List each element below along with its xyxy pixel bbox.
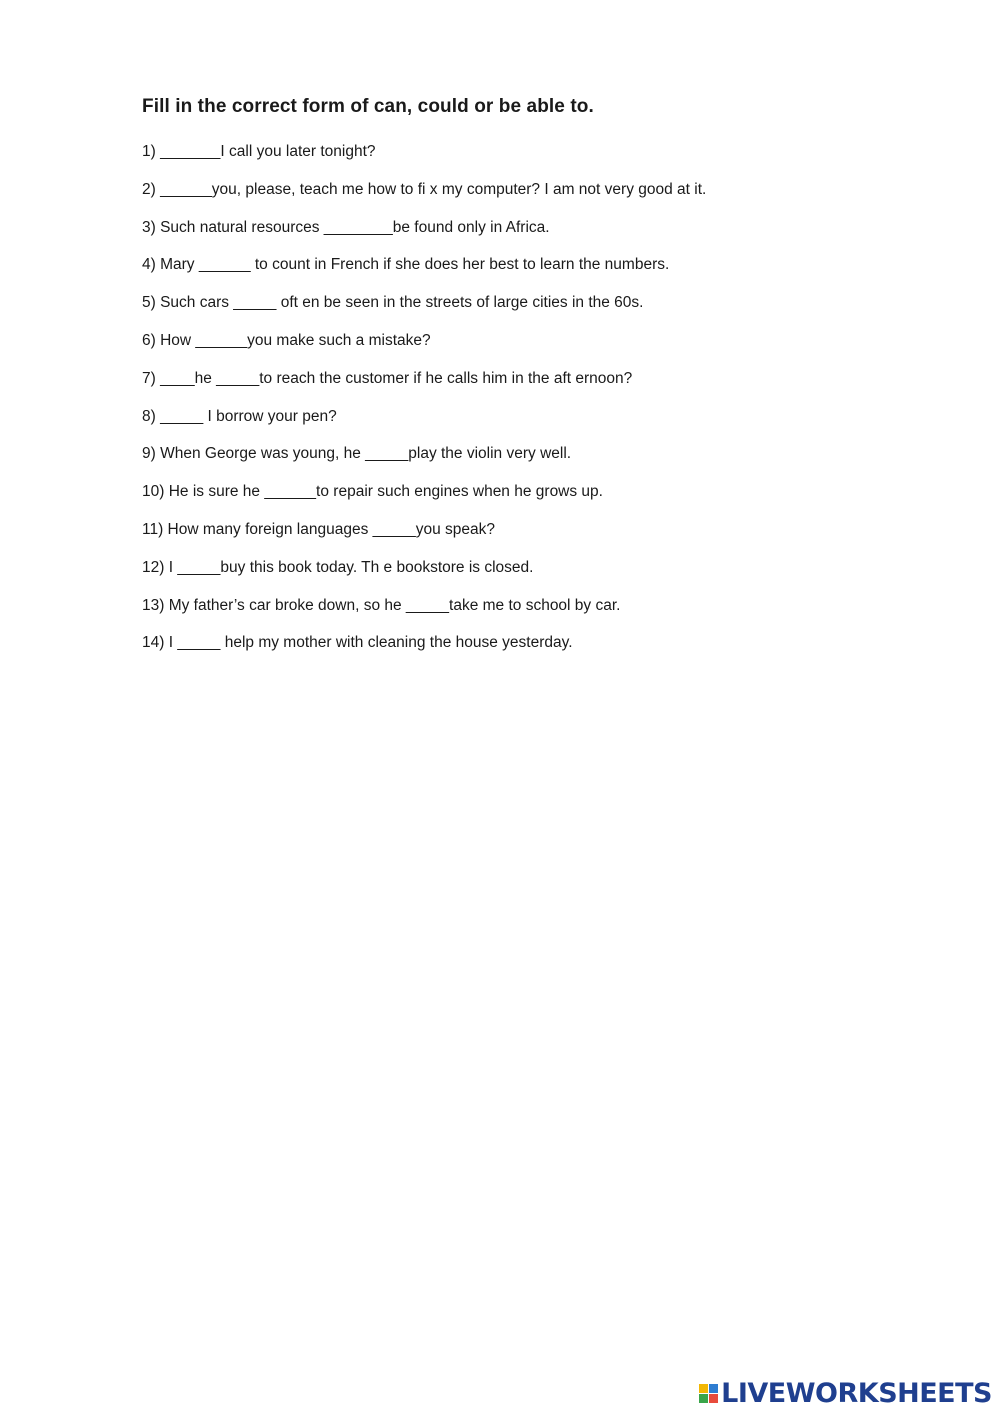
liveworksheets-logo-icon — [699, 1384, 718, 1403]
question-item: 4) Mary ______ to count in French if she does her best to learn the numbers. — [142, 256, 670, 274]
liveworksheets-logo[interactable] — [699, 1376, 992, 1410]
question-item: 2) ______you, please, teach me how to fi x my computer? I am not very good at it. — [142, 180, 707, 198]
question-item: 6) How ______you make such a mistake? — [142, 331, 431, 349]
question-item: 8) _____ I borrow your pen? — [142, 407, 337, 425]
question-list — [142, 140, 706, 669]
worksheet-title: Fill in the correct form of can, could or be able to. — [142, 96, 594, 117]
question-item: 14) I _____ help my mother with cleaning the house yesterday. — [142, 634, 573, 652]
question-item: 12) I _____buy this book today. Th e bookstore is closed. — [142, 558, 534, 576]
question-item: 5) Such cars _____ oft en be seen in the streets of large cities in the 60s. — [142, 294, 644, 312]
question-item: 3) Such natural resources ________be found only in Africa. — [142, 218, 550, 236]
question-item: 7) ____he _____to reach the customer if he calls him in the aft ernoon? — [142, 369, 633, 387]
question-item: 10) He is sure he ______to repair such engines when he grows up. — [142, 483, 603, 501]
question-item: 13) My father’s car broke down, so he _____take me to school by car. — [142, 596, 621, 614]
logo-text: LIVEWORKSHEETS — [721, 1377, 992, 1409]
question-item: 9) When George was young, he _____play the violin very well. — [142, 445, 572, 463]
question-item: 11) How many foreign languages _____you speak? — [142, 520, 496, 538]
question-item: 1) _______I call you later tonight? — [142, 143, 376, 160]
